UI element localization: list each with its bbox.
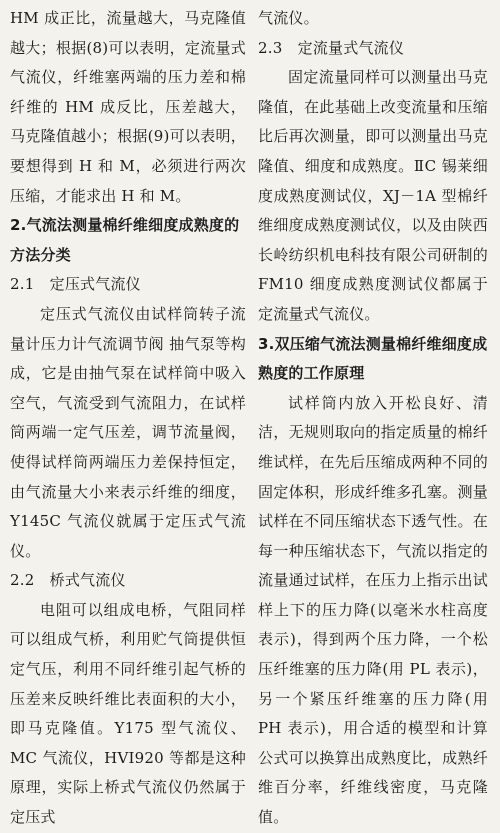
subsection-2-1-paragraph: 定压式气流仪由试样筒转子流量计压力计气流调节阀 抽气泵等构成，它是由抽气泵在试样筒中吸入空气，气流受到气流阻力，在试样筒两端一定气压差，调节流量阀，使得试样筒两端压力差保持恒定，由气流量大小来表示纤维的细度，Y145C 气流仪就属于定压式气流仪。 [10, 304, 246, 560]
subsection-2-1-heading: 2.1 定压式气流仪 [10, 275, 141, 294]
right-column [258, 4, 488, 827]
left-column [10, 4, 246, 827]
subsection-2-2-paragraph: 电阻可以组成电桥，气阻同样可以组成气桥，利用贮气筒提供恒定气压，利用不同纤维引起气桥的压差来反映纤维比表面积的大小，即马克隆值。Y175 型气流仪、MC 气流仪，HVI920 等都是这种原理，实际上桥式气流仪仍然属于定压式 [10, 600, 246, 827]
paragraph-continued-right: 气流仪。 [258, 9, 319, 27]
subsection-2-3-paragraph: 固定流量同样可以测量出马克隆值，在此基础上改变流量和压缩比后再次测量，即可以测量出马克隆值、细度和成熟度。ⅡC 锡莱细度成熟度测试仪，XJ－1A 型棉纤维细度成熟度测试仪，以及由陕西长岭纺织机电科技有限公司研制的 FM10 细度成熟度测试仪都属于定流量式气流仪。 [258, 68, 488, 323]
section-3-paragraph: 试样筒内放入开松良好、清洁，无规则取向的指定质量的棉纤维试样，在先后压缩成两种不同的固定体积，形成纤维多孔塞。测量试样在不同压缩状态下透气性。在每一种压缩状态下，气流以指定的流量通过试样，在压力上指示出试样上下的压力降(以毫米水柱高度表示)，得到两个压力降，一个松压纤维塞的压力降(用 PL 表示)，另一个紧压纤维塞的压力降(用 PH 表示)，用合适的模型和计算公式可以换算出成熟度比，成熟纤维百分率，纤维线密度，马克隆值。 [258, 393, 488, 827]
section-3-heading: 3.双压缩气流法测量棉纤维细度成熟度的工作原理 [258, 334, 488, 383]
subsection-2-2-heading: 2.2 桥式气流仪 [10, 571, 126, 590]
paragraph-continued: HM 成正比，流量越大，马克隆值越大；根据(8)可以表明，定流量式气流仪，纤维塞两端的压力差和棉纤维的 HM 成反比，压差越大，马克隆值越小；根据(9)可以表明，要想得到 H 和 M，必须进行两次压缩，才能求出 H 和 M。 [10, 9, 246, 205]
subsection-2-3-heading: 2.3 定流量式气流仪 [258, 38, 405, 57]
section-2-heading: 2.气流法测量棉纤维细度成熟度的方法分类 [10, 216, 240, 264]
